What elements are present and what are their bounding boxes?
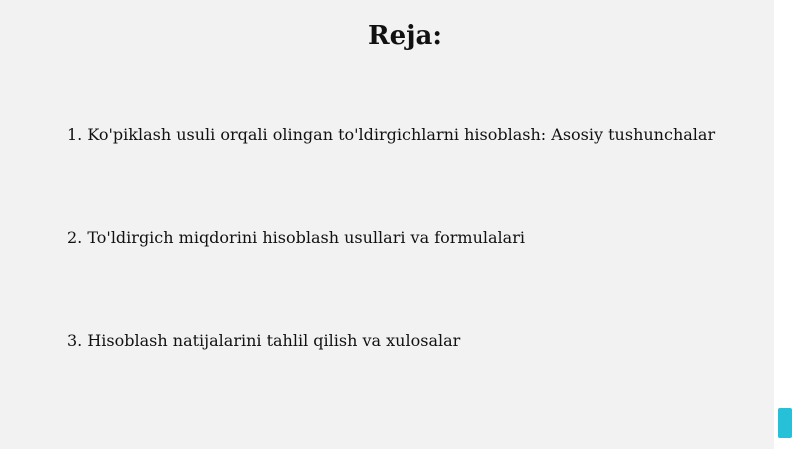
plan-item-1: 1. Ko'piklash usuli orqali olingan to'ldirgichlarni hisoblash: Asosiy tushunchalar	[67, 125, 716, 144]
scrollbar-thumb[interactable]	[778, 408, 792, 438]
plan-item-2: 2. To'ldirgich miqdorini hisoblash usullari va formulalari	[67, 228, 525, 247]
vertical-scrollbar[interactable]	[774, 0, 800, 449]
plan-item-3: 3. Hisoblash natijalarini tahlil qilish va xulosalar	[67, 331, 461, 350]
slide-title: Reja:	[367, 21, 442, 51]
